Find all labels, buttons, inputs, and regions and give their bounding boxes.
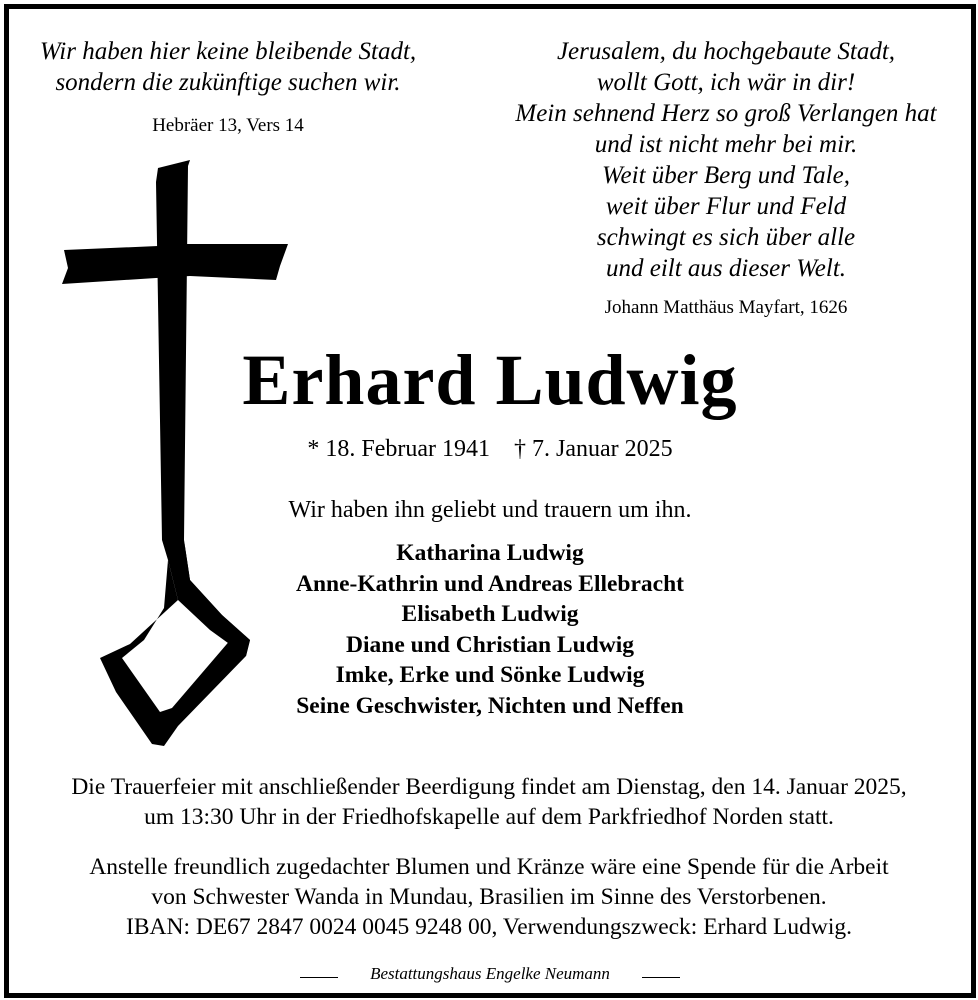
family-member: Diane und Christian Ludwig	[346, 631, 634, 658]
family-list	[230, 538, 750, 721]
verse-line: wollt Gott, ich wär in dir!	[596, 69, 856, 96]
mourning-line: Wir haben ihn geliebt und trauern um ihn.	[288, 497, 692, 523]
verse-line: Wir haben hier keine bleibende Stadt,	[39, 38, 417, 65]
hymn-verse	[496, 36, 956, 284]
funeral-line: Die Trauerfeier mit anschließender Beerdigung findet am Dienstag, den 14. Januar 2025,	[71, 774, 907, 800]
donation-request	[14, 852, 964, 942]
verse-line: und eilt aus dieser Welt.	[605, 255, 847, 282]
deceased-name: Erhard Ludwig	[242, 340, 738, 420]
donation-iban: IBAN: DE67 2847 0024 0045 9248 00, Verwendungszweck: Erhard Ludwig.	[126, 914, 852, 940]
verse-line: Jerusalem, du hochgebaute Stadt,	[556, 38, 896, 65]
verse-line: und ist nicht mehr bei mir.	[594, 131, 858, 158]
donation-line: Anstelle freundlich zugedachter Blumen und Kränze wäre eine Spende für die Arbeit	[89, 854, 889, 880]
verse-line: Weit über Berg und Tale,	[602, 162, 850, 189]
donation-line: von Schwester Wanda in Mundau, Brasilien im Sinne des Verstorbenen.	[151, 884, 827, 910]
funeral-home-name: Bestattungshaus Engelke Neumann	[370, 964, 610, 983]
verse-line: sondern die zukünftige suchen wir.	[55, 69, 401, 96]
family-member: Imke, Erke und Sönke Ludwig	[335, 662, 645, 688]
verse-line: schwingt es sich über alle	[596, 224, 856, 251]
verse-line: weit über Flur und Feld	[605, 193, 847, 220]
funeral-home-footer	[300, 963, 680, 985]
footer-rule	[642, 977, 680, 978]
family-member: Katharina Ludwig	[396, 540, 584, 566]
bible-verse-reference: Hebräer 13, Vers 14	[152, 115, 304, 136]
family-member: Seine Geschwister, Nichten und Neffen	[296, 692, 684, 719]
family-member: Elisabeth Ludwig	[401, 601, 579, 627]
verse-line: Mein sehnend Herz so groß Verlangen hat	[515, 100, 937, 127]
bible-verse	[18, 36, 438, 98]
life-dates: * 18. Februar 1941 † 7. Januar 2025	[307, 436, 673, 462]
funeral-line: um 13:30 Uhr in der Friedhofskapelle auf dem Parkfriedhof Norden statt.	[144, 804, 834, 830]
hymn-verse-reference: Johann Matthäus Mayfart, 1626	[604, 297, 848, 318]
funeral-details	[14, 772, 964, 832]
family-member: Anne-Kathrin und Andreas Ellebracht	[295, 570, 685, 597]
